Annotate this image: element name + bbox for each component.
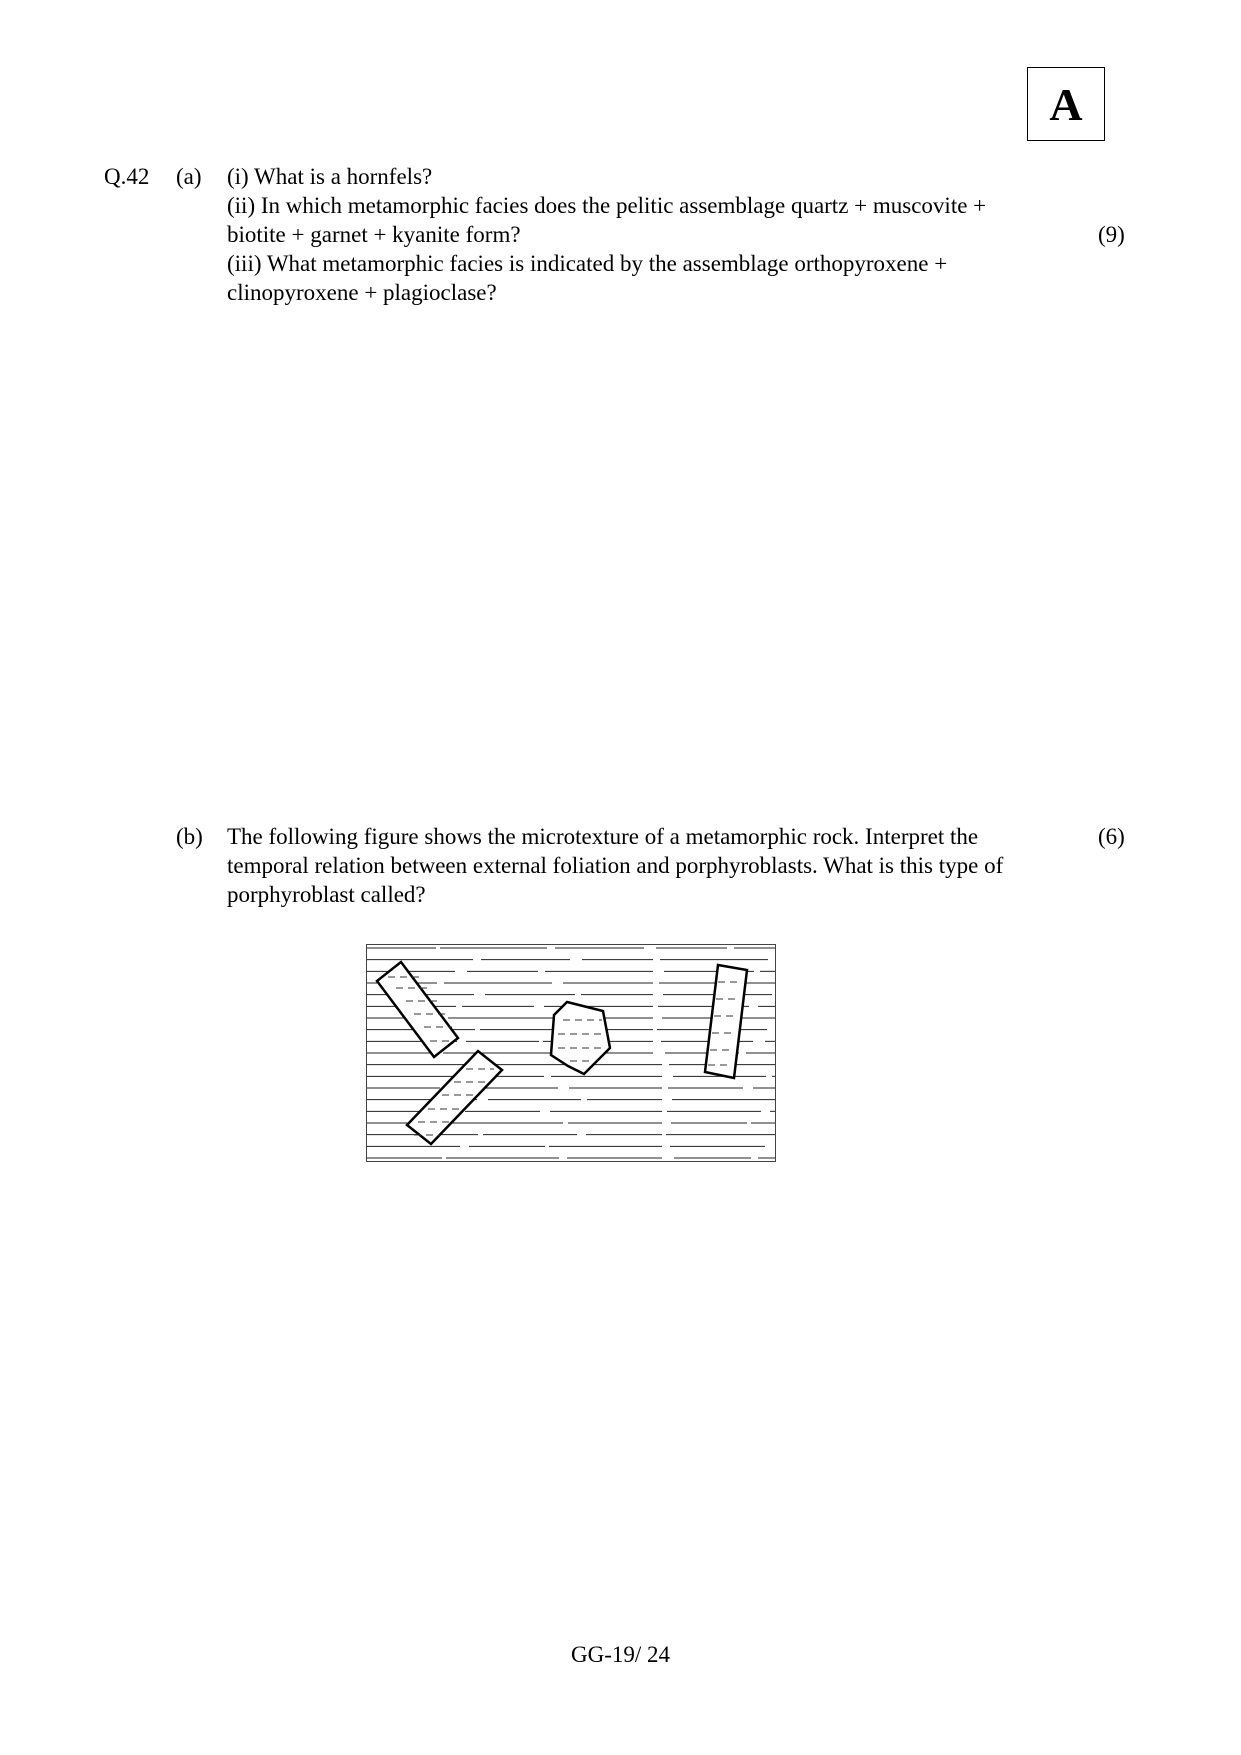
paper-set-box: A <box>1027 67 1105 141</box>
part-b-marks: (6) <box>1098 824 1125 849</box>
question-number: Q.42 <box>104 164 150 189</box>
porphyroblast-vertical <box>705 965 747 1078</box>
part-a-line-2: (ii) In which metamorphic facies does the pelitic assemblage quartz + muscovite + <box>227 193 987 218</box>
metamorphic-microtexture-figure <box>366 944 776 1162</box>
part-a-marks: (9) <box>1098 222 1125 247</box>
part-a-line-4: (iii) What metamorphic facies is indicated by the assemblage orthopyroxene + <box>227 251 948 276</box>
part-a-line-5: clinopyroxene + plagioclase? <box>227 280 497 305</box>
porphyroblast-hexagon <box>551 1002 610 1074</box>
porphyroblast-tilted-left <box>377 962 458 1057</box>
part-a-label: (a) <box>176 164 202 189</box>
part-b-line-1: The following figure shows the microtexture of a metamorphic rock. Interpret the <box>227 824 979 849</box>
page-footer: GG-19/ 24 <box>570 1642 671 1667</box>
part-b-line-3: porphyroblast called? <box>227 882 426 907</box>
part-b-line-2: temporal relation between external foliation and porphyroblasts. What is this type of <box>227 853 1004 878</box>
part-a-line-3: biotite + garnet + kyanite form? <box>227 222 521 247</box>
part-a-line-1: (i) What is a hornfels? <box>227 164 433 189</box>
part-b-label: (b) <box>176 824 203 849</box>
